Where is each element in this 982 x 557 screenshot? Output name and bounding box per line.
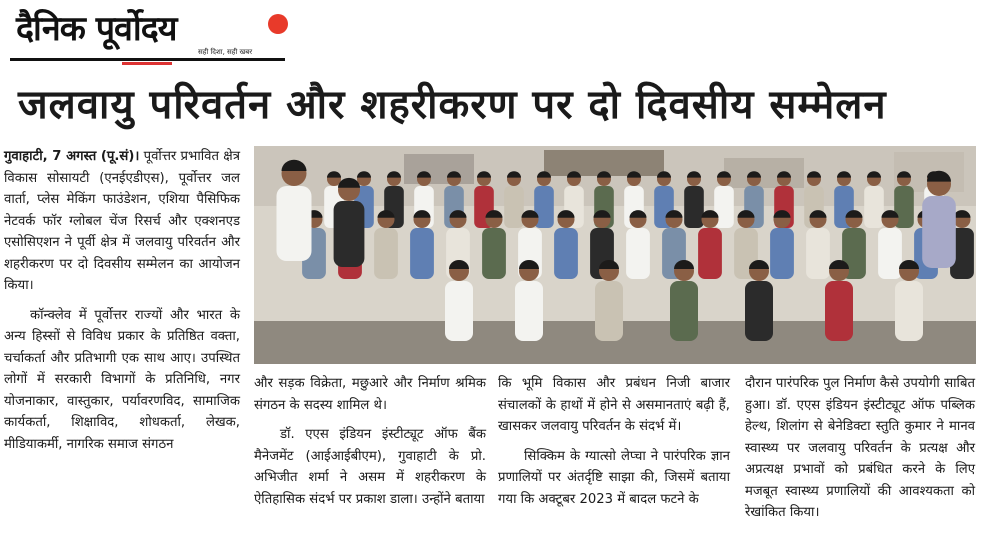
- logo-dot: [268, 14, 288, 34]
- person-figure: [445, 281, 473, 341]
- person-figure: [684, 186, 704, 228]
- person-figure: [806, 228, 830, 279]
- person-figure: [878, 228, 902, 279]
- article-paragraph-4: डॉ. एएस इंडियन इंस्टीट्यूट ऑफ बैंक मैनेजमेंट (आईआईबीएम), गुवाहाटी के प्रो. अभिजीत शर्मा ने असम में शहरीकरण के ऐतिहासिक संदर्भ पर प्रकाश डाला। उन्होंने बताया: [254, 427, 486, 507]
- article-paragraph-3: और सड़क विक्रेता, मछुआरे और निर्माण श्रमिक संगठन के सदस्य शामिल थे।: [254, 376, 486, 413]
- article-paragraph-5: कि भूमि विकास और प्रबंधन निजी बाजार संचालकों के हाथों में होने से असमानताएं बढ़ी हैं, खासकर जलवायु परिवर्तन के संदर्भ में।: [498, 376, 730, 434]
- dateline: गुवाहाटी, 7 अगस्त (पू.सं)।: [4, 149, 140, 164]
- person-figure: [595, 281, 623, 341]
- person-figure: [554, 228, 578, 279]
- person-figure: [745, 281, 773, 341]
- person-figure: [504, 186, 524, 228]
- tagline: सही दिशा, सही खबर: [198, 48, 253, 56]
- person-figure: [698, 228, 722, 279]
- group-photo: [254, 146, 976, 364]
- person-figure: [770, 228, 794, 279]
- person-figure: [922, 196, 956, 268]
- article-paragraph-6: सिक्किम के ग्यात्सो लेप्चा ने पारंपरिक ज्ञान प्रणालियों पर अंतर्दृष्टि साझा की, जिसमें बताया गया कि अक्टूबर 2023 में बादल फटने के: [498, 448, 730, 507]
- person-figure: [670, 281, 698, 341]
- article-paragraph-1: पूर्वोत्तर प्रभावित क्षेत्र विकास सोसायटी (एनईएडीएस), पूर्वोत्तर जल वार्ता, प्लेस मेकिंग फाउंडेशन, एशिया पैसिफिक नेटवर्क फॉर ग्लोबल चेंज रिसर्च और एक्शनएड एसोसिएशन ने पूर्वी क्षेत्र में जलवायु परिवर्तन और शहरीकरण पर दो दिवसीय सम्मेलन का आयोजन किया।: [4, 149, 240, 293]
- masthead-red-bar: [122, 62, 172, 65]
- person-figure: [334, 201, 365, 267]
- article-column-2: [254, 373, 486, 510]
- masthead: [10, 4, 285, 66]
- article-column-3: [498, 373, 730, 510]
- group-photo-image: [254, 146, 976, 364]
- person-figure: [515, 281, 543, 341]
- person-figure: [864, 186, 884, 228]
- person-figure: [374, 228, 398, 279]
- person-figure: [895, 281, 923, 341]
- headline: जलवायु परिवर्तन और शहरीकरण पर दो दिवसीय सम्मेलन: [18, 82, 887, 128]
- article-column-4: [745, 373, 975, 524]
- article-paragraph-2: कॉन्क्लेव में पूर्वोत्तर राज्यों और भारत के अन्य हिस्सों से विविध प्रकार के प्रतिष्ठित वक्ता, चर्चाकर्ता और प्रतिभागी एक साथ आए। उपस्थित लोगों में सरकारी विभागों के प्रतिनिधि, नगर योजनाकार, वास्तुकार, पर्यावरणविद, सामाजिक कार्यकर्ता, शिक्षाविद, शोधकर्ता, लेखक, मीडियाकर्मी, नागरिक समाज संगठन: [4, 307, 240, 452]
- masthead-rule: [10, 58, 285, 61]
- article-paragraph-7: दौरान पारंपरिक पुल निर्माण कैसे उपयोगी साबित हुआ। डॉ. एएस इंडियन इंस्टीट्यूट ऑफ पब्लिक हेल्थ, शिलांग से बेनेडिक्टा स्तुति कुमार ने मानव स्वास्थ्य पर जलवायु परिवर्तन के प्रत्यक्ष और अप्रत्यक्ष प्रभावों को प्रबंधित करने के लिए मजबूत स्वास्थ्य प्रणालियों की आवश्यकता को रेखांकित किया।: [745, 376, 975, 520]
- person-figure: [825, 281, 853, 341]
- article-column-1: [4, 146, 240, 455]
- person-figure: [482, 228, 506, 279]
- person-figure: [410, 228, 434, 279]
- person-figure: [277, 186, 312, 261]
- newspaper-name: दैनिक पूर्वोदय: [16, 9, 177, 49]
- person-figure: [626, 228, 650, 279]
